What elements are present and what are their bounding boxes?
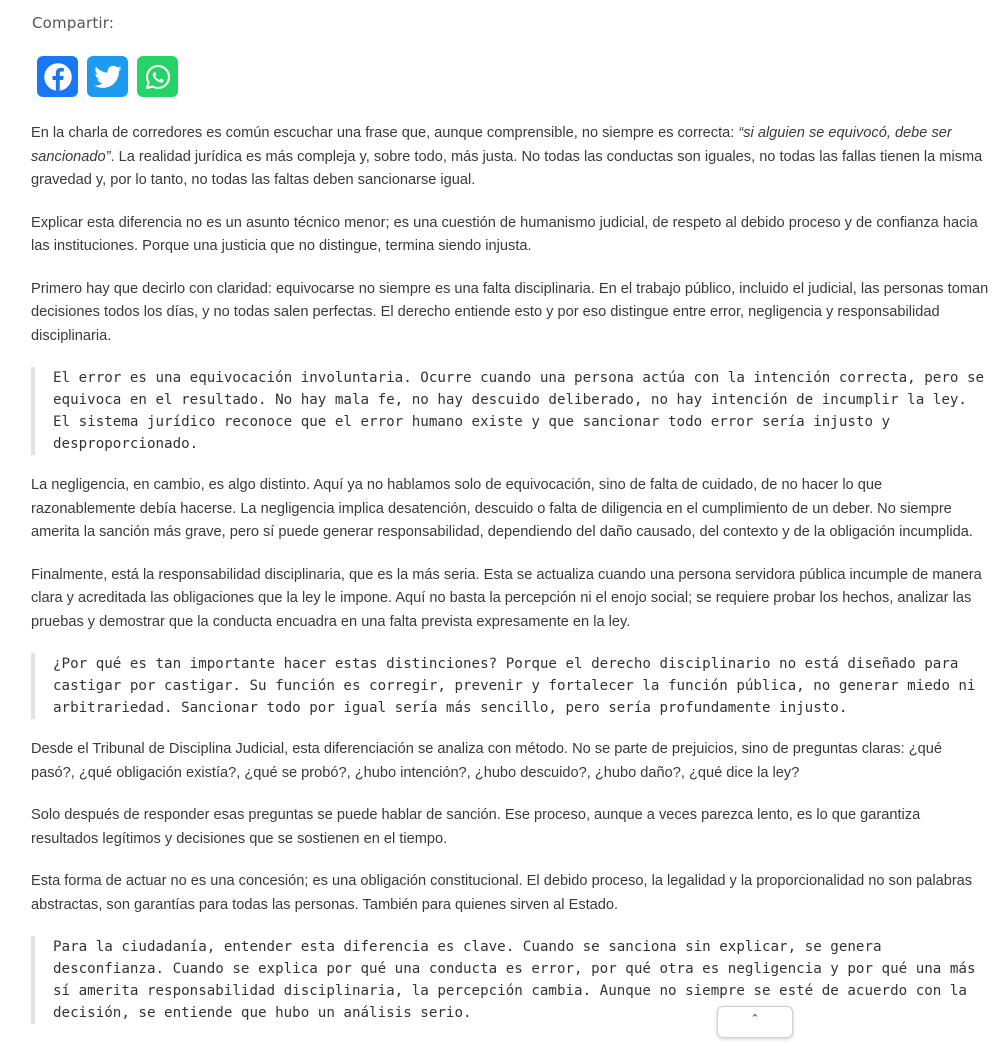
twitter-icon [93, 62, 123, 92]
facebook-share-button[interactable] [37, 56, 78, 97]
paragraph-responsabilidad: Finalmente, está la responsabilidad disciplinaria, que es la más seria. Esta se actualiza cuando una persona servidora pública incumple de manera clara y acreditada las obligaciones que la ley le impone. Aquí no basta la percepción ni el enojo social; se requiere probar los hechos, analizar las pruebas y demostrar que la conducta encuadra en una falta prevista expresamente en la ley. [31, 566, 982, 630]
paragraph-obligacion: Esta forma de actuar no es una concesión; es una obligación constitucional. El debido proceso, la legalidad y la proporcionalidad no son palabras abstractas, son garantías para todas las personas. También para quienes sirven al Estado. [31, 873, 973, 913]
whatsapp-share-button[interactable] [137, 56, 178, 97]
intro-quote: “si alguien se equivocó, debe ser sancionado” [31, 125, 952, 165]
paragraph-tribunal: Desde el Tribunal de Disciplina Judicial, esta diferenciación se analiza con método. No se parte de prejuicios, sino de preguntas claras: ¿qué pasó?, ¿qué obligación existía?, ¿qué se probó?, ¿hubo intención?, ¿hubo descuido?, ¿hubo daño?, ¿qué dice la ley? [31, 741, 942, 781]
intro-text-start: En la charla de corredores es común escuchar una frase que, aunque comprensible, no siempre es correcta: [31, 125, 739, 141]
chevron-up-icon: ⌃ [750, 1013, 760, 1025]
twitter-share-button[interactable] [87, 56, 128, 97]
paragraph-sancion: Solo después de responder esas preguntas se puede hablar de sanción. Ese proceso, aunque a veces parezca lento, es lo que garantiza resultados legítimos y decisiones que se sostienen en el tiempo. [31, 807, 921, 847]
share-label: Compartir: [32, 14, 115, 32]
blockquote-ciudadania: Para la ciudadanía, entender esta diferencia es clave. Cuando se sanciona sin explicar, se genera desconfianza. Cuando se explica por qué una conducta es error, por qué otra es negligencia y por qué una más sí amerita responsabilidad disciplinaria, la percepción cambia. Aunque no siempre se esté de acuerdo con la decisión, se entiende que hubo un análisis serio. [31, 936, 989, 1024]
share-buttons [37, 56, 178, 97]
paragraph-3: Primero hay que decirlo con claridad: equivocarse no siempre es una falta disciplinaria. En el trabajo público, incluido el judicial, las personas toman decisiones todos los días, y no todas salen perfectas. El derecho entiende esto y por eso distingue entre error, negligencia y responsabilidad disciplinaria. [31, 280, 989, 344]
blockquote-distinciones: ¿Por qué es tan importante hacer estas distinciones? Porque el derecho disciplinario no está diseñado para castigar por castigar. Su función es corregir, prevenir y fortalecer la función pública, no generar miedo ni arbitrariedad. Sancionar todo por igual sería más sencillo, pero sería profundamente injusto. [31, 653, 989, 719]
facebook-icon [43, 62, 73, 92]
article-body [31, 122, 989, 1043]
intro-text-end: . La realidad jurídica es más compleja y, sobre todo, más justa. No todas las conductas son iguales, no todas las fallas tienen la misma gravedad y, por lo tanto, no todas las faltas deben sancionarse igual. [31, 148, 983, 188]
paragraph-negligencia: La negligencia, en cambio, es algo distinto. Aquí ya no hablamos solo de equivocación, sino de falta de cuidado, de no hacer lo que razonablemente debía hacerse. La negligencia implica desatención, descuido o falta de diligencia en el cumplimiento de un deber. No siempre amerita la sanción más grave, pero sí puede generar responsabilidad, dependiendo del daño causado, del contexto y de la obligación incumplida. [31, 477, 973, 540]
blockquote-error: El error es una equivocación involuntaria. Ocurre cuando una persona actúa con la intención correcta, pero se equivoca en el resultado. No hay mala fe, no hay descuido deliberado, no hay intención de incumplir la ley. El sistema jurídico reconoce que el error humano existe y que sancionar todo error sería injusto y desproporcionado. [31, 367, 989, 455]
whatsapp-icon [143, 62, 173, 92]
scroll-to-top-button[interactable] [717, 1006, 793, 1038]
paragraph-2: Explicar esta diferencia no es un asunto técnico menor; es una cuestión de humanismo judicial, de respeto al debido proceso y de confianza hacia las instituciones. Porque una justicia que no distingue, termina siendo injusta. [31, 214, 978, 254]
paragraph-intro [31, 122, 989, 193]
